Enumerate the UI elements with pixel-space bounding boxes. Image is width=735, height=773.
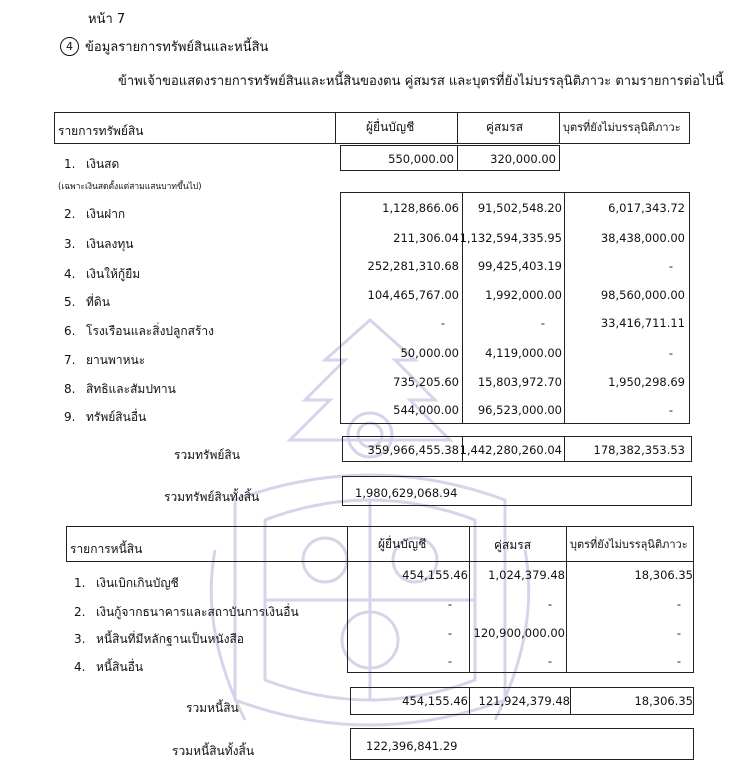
assets-row-spouse-value: 91,502,548.20 xyxy=(477,201,562,215)
assets-total-label: รวมทรัพย์สิน xyxy=(174,448,240,462)
assets-row-spouse-value: - xyxy=(540,316,545,330)
liabilities-total-children: 18,306.35 xyxy=(634,694,693,708)
section-heading xyxy=(60,36,268,57)
section-title: ข้อมูลรายการทรัพย์สินและหนี้สิน xyxy=(85,40,269,55)
liabilities-row-label: 2. เงินกู้จากธนาคารและสถาบันการเงินอื่น xyxy=(74,605,299,619)
assets-row-spouse-value: 99,425,403.19 xyxy=(477,259,562,273)
liabilities-grand-total-label: รวมหนี้สินทั้งสิ้น xyxy=(172,744,255,758)
assets-row-declarant-value: 1,128,866.06 xyxy=(382,201,459,215)
assets-row-declarant-value: 50,000.00 xyxy=(400,346,459,360)
assets-row-declarant-value: 211,306.04 xyxy=(393,231,459,245)
liabilities-row-declarant-value: 454,155.46 xyxy=(402,568,468,582)
assets-row-declarant-value: 544,000.00 xyxy=(393,403,459,417)
assets-row-declarant-value: 252,281,310.68 xyxy=(367,259,459,273)
liabilities-row-spouse-value: - xyxy=(547,654,552,668)
liabilities-row-label: 3. หนี้สินที่มีหลักฐานเป็นหนังสือ xyxy=(74,632,244,646)
assets-row-label: 8. สิทธิและสัมปทาน xyxy=(64,382,176,396)
assets-row-children-value: - xyxy=(668,259,673,273)
assets-row-label: 7. ยานพาหนะ xyxy=(64,353,146,367)
assets-row-spouse-value: 1,132,594,335.95 xyxy=(459,231,562,245)
assets-row-spouse-value: 4,119,000.00 xyxy=(485,346,562,360)
assets-row-declarant-value: 550,000.00 xyxy=(388,152,454,166)
liabilities-grand-total-value: 122,396,841.29 xyxy=(366,739,458,753)
assets-total-declarant: 359,966,455.38 xyxy=(367,443,459,457)
assets-row-children-value: 1,950,298.69 xyxy=(608,375,685,389)
section-number: 4 xyxy=(60,37,79,56)
assets-header-spouse: คู่สมรส xyxy=(486,120,524,134)
assets-rows-children-column xyxy=(564,192,690,424)
assets-row-label: 9. ทรัพย์สินอื่น xyxy=(64,410,147,424)
liabilities-row-declarant-value: - xyxy=(447,597,452,611)
assets-grand-total-value: 1,980,629,068.94 xyxy=(355,486,458,500)
assets-row-spouse-value: 1,992,000.00 xyxy=(485,288,562,302)
liabilities-row-declarant-value: - xyxy=(447,654,452,668)
liabilities-row-spouse-value: 1,024,379.48 xyxy=(488,568,565,582)
assets-header-children: บุตรที่ยังไม่บรรลุนิติภาวะ xyxy=(563,121,681,134)
liabilities-header-spouse: คู่สมรส xyxy=(494,538,532,552)
liabilities-row-label: 1. เงินเบิกเกินบัญชี xyxy=(74,576,179,590)
liabilities-row-spouse-value: - xyxy=(547,597,552,611)
assets-rows-spouse-column xyxy=(459,192,565,424)
assets-row-declarant-value: 104,465,767.00 xyxy=(367,288,459,302)
liabilities-row-children-value: - xyxy=(676,597,681,611)
liabilities-header-declarant: ผู้ยื่นบัญชี xyxy=(378,537,427,551)
assets-row-declarant-value: - xyxy=(440,316,445,330)
assets-row-spouse-value: 96,523,000.00 xyxy=(477,403,562,417)
liabilities-row-children-value: - xyxy=(676,626,681,640)
assets-row-spouse-value: 15,803,972.70 xyxy=(477,375,562,389)
cash-note: (เฉพาะเงินสดตั้งแต่สามแสนบาทขึ้นไป) xyxy=(58,182,202,192)
liabilities-row-declarant-value: - xyxy=(447,626,452,640)
assets-total-children: 178,382,353.53 xyxy=(593,443,685,457)
assets-row-label: 4. เงินให้กู้ยืม xyxy=(64,267,141,281)
liabilities-row-children-value: 18,306.35 xyxy=(634,568,693,582)
page-number: หน้า 7 xyxy=(88,12,126,27)
assets-header-item: รายการทรัพย์สิน xyxy=(58,124,144,138)
liabilities-total-label: รวมหนี้สิน xyxy=(186,701,239,715)
liabilities-row-children-value: - xyxy=(676,654,681,668)
assets-rows-declarant-column xyxy=(340,192,463,424)
assets-total-spouse: 1,442,280,260.04 xyxy=(459,443,562,457)
assets-header-declarant: ผู้ยื่นบัญชี xyxy=(366,120,415,134)
assets-grand-total-label: รวมทรัพย์สินทั้งสิ้น xyxy=(164,490,260,504)
liabilities-row-label: 4. หนี้สินอื่น xyxy=(74,660,144,674)
assets-row-children-value: 6,017,343.72 xyxy=(608,201,685,215)
assets-row-label: 1. เงินสด xyxy=(64,157,120,171)
intro-text: ข้าพเจ้าขอแสดงรายการทรัพย์สินและหนี้สินของตน คู่สมรส และบุตรที่ยังไม่บรรลุนิติภาวะ ตามรายการต่อไปนี้ xyxy=(118,74,724,89)
assets-row-children-value: 33,416,711.11 xyxy=(600,316,685,330)
liabilities-header-item: รายการหนี้สิน xyxy=(70,542,143,556)
assets-row-children-value: 38,438,000.00 xyxy=(600,231,685,245)
assets-row-label: 5. ที่ดิน xyxy=(64,295,110,309)
liabilities-total-declarant: 454,155.46 xyxy=(402,694,468,708)
assets-row-children-value: - xyxy=(668,346,673,360)
assets-row-children-value: 98,560,000.00 xyxy=(600,288,685,302)
assets-row-label: 6. โรงเรือนและสิ่งปลูกสร้าง xyxy=(64,324,215,338)
liabilities-row-spouse-value: 120,900,000.00 xyxy=(473,626,565,640)
assets-row-declarant-value: 735,205.60 xyxy=(393,375,459,389)
assets-row-label: 2. เงินฝาก xyxy=(64,207,126,221)
assets-row-children-value: - xyxy=(668,403,673,417)
liabilities-header-children: บุตรที่ยังไม่บรรลุนิติภาวะ xyxy=(570,538,688,551)
assets-row-label: 3. เงินลงทุน xyxy=(64,237,134,251)
assets-row-spouse-value: 320,000.00 xyxy=(490,152,556,166)
liabilities-total-spouse: 121,924,379.48 xyxy=(478,694,570,708)
